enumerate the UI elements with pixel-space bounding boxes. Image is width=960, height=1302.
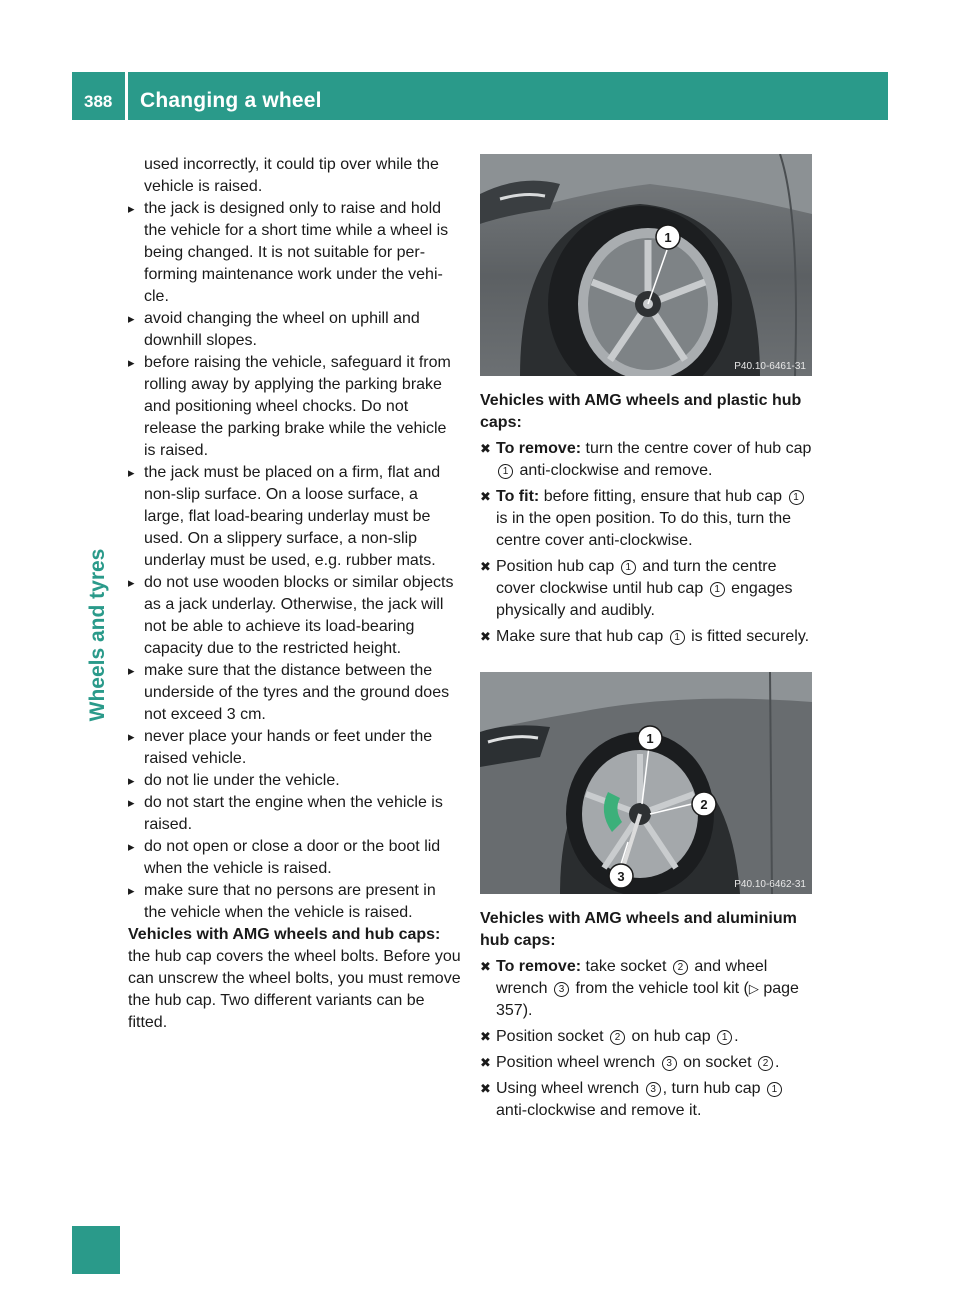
callout-ref: 3 (554, 982, 569, 997)
list-item: ▸ do not start the engine when the vehicle is raised. (128, 792, 462, 836)
page-header (72, 72, 888, 120)
list-item: ▸ the jack must be placed on a firm, flat and non-slip surface. On a loose surface, a large, flat load-bearing underlay must be used. On a slippery surface, a non-slip underlay must be used, e.g. rubber mats. (128, 462, 462, 572)
callout-ref: 2 (610, 1030, 625, 1045)
page-reference-link[interactable]: page 357 (496, 980, 799, 1019)
callout-1: 1 (664, 230, 672, 245)
callout-ref: 2 (673, 960, 688, 975)
callout-2: 2 (700, 797, 708, 812)
list-item: ▸ never place your hands or feet under the raised vehicle. (128, 726, 462, 770)
chapter-title: Changing a wheel (140, 89, 322, 112)
instruction-step: ✖ Position hub cap 1 and turn the centre cover clockwise until hub cap 1 engages physically and audibly. (480, 556, 814, 622)
page-ref-arrow-icon: ▷ (748, 981, 759, 996)
callout-ref: 2 (758, 1056, 773, 1071)
left-column (128, 154, 462, 1034)
list-item: ▸ do not use wooden blocks or similar objects as a jack underlay. Otherwise, the jack will not be able to achieve its load-bearing capacity due to the restricted height. (128, 572, 462, 660)
section-heading: Vehicles with AMG wheels and hub caps: (128, 926, 441, 943)
page-number: 388 (84, 92, 113, 111)
instruction-step: ✖ Position wheel wrench 3 on socket 2 . (480, 1052, 814, 1074)
continuation-text: used incorrectly, it could tip over while the vehicle is raised. (144, 156, 439, 195)
callout-ref: 1 (789, 490, 804, 505)
side-tab-marker (72, 1226, 120, 1274)
section-heading: Vehicles with AMG wheels and aluminium hub caps: (480, 910, 797, 949)
instruction-step: ✖ To fit: before fitting, ensure that hub cap 1 is in the open position. To do this, turn the centre cover anti-clockwise. (480, 486, 814, 552)
side-chapter-label: Wheels and tyres (86, 548, 109, 722)
list-item: ▸ before raising the vehicle, safeguard it from rolling away by applying the parking brake and positioning wheel chocks. Do not release the parking brake while the vehicle is raised. (128, 352, 462, 462)
right-column (480, 154, 814, 1122)
wheel-illustration (480, 154, 812, 376)
callout-ref: 1 (710, 582, 725, 597)
list-item: ▸ make sure that the distance between the underside of the tyres and the ground does not exceed 3 cm. (128, 660, 462, 726)
instruction-step: ✖ Using wheel wrench 3 , turn hub cap 1 anti-clockwise and remove it. (480, 1078, 814, 1122)
callout-3: 3 (617, 869, 625, 884)
list-item: ▸ do not lie under the vehicle. (128, 770, 462, 792)
list-item: ▸ avoid changing the wheel on uphill and downhill slopes. (128, 308, 462, 352)
wheel-wrench-illustration (480, 672, 812, 894)
callout-ref: 1 (670, 630, 685, 645)
callout-ref: 1 (621, 560, 636, 575)
list-item: ▸ the jack is designed only to raise and hold the vehicle for a short time while a wheel is being changed. It is not suitable for performing maintenance work under the vehicle. (128, 198, 462, 308)
figure-reference: P40.10-6462-31 (734, 879, 806, 890)
instruction-step: ✖ To remove: turn the centre cover of hub cap 1 anti-clockwise and remove. (480, 438, 814, 482)
callout-ref: 1 (498, 464, 513, 479)
callout-ref: 3 (646, 1082, 661, 1097)
instruction-step: ✖ Position socket 2 on hub cap 1 . (480, 1026, 814, 1048)
callout-ref: 3 (662, 1056, 677, 1071)
callout-ref: 1 (717, 1030, 732, 1045)
section-text: the hub cap covers the wheel bolts. Before you can unscrew the wheel bolts, you must remove the hub cap. Two different variants can be fitted. (128, 948, 461, 1031)
wheel-photo-aluminium-hub-cap (480, 672, 812, 894)
header-divider (125, 72, 128, 120)
instruction-step: ✖ Make sure that hub cap 1 is fitted securely. (480, 626, 814, 648)
list-item: ▸ make sure that no persons are present in the vehicle when the vehicle is raised. (128, 880, 462, 924)
callout-ref: 1 (767, 1082, 782, 1097)
instruction-step: ✖ To remove: take socket 2 and wheel wrench 3 from the vehicle tool kit (▷ page 357). (480, 956, 814, 1022)
wheel-photo-plastic-hub-cap (480, 154, 812, 376)
figure-reference: P40.10-6461-31 (734, 361, 806, 372)
callout-1: 1 (646, 731, 654, 746)
list-item: ▸ do not open or close a door or the boot lid when the vehicle is raised. (128, 836, 462, 880)
section-heading: Vehicles with AMG wheels and plastic hub caps: (480, 392, 802, 431)
